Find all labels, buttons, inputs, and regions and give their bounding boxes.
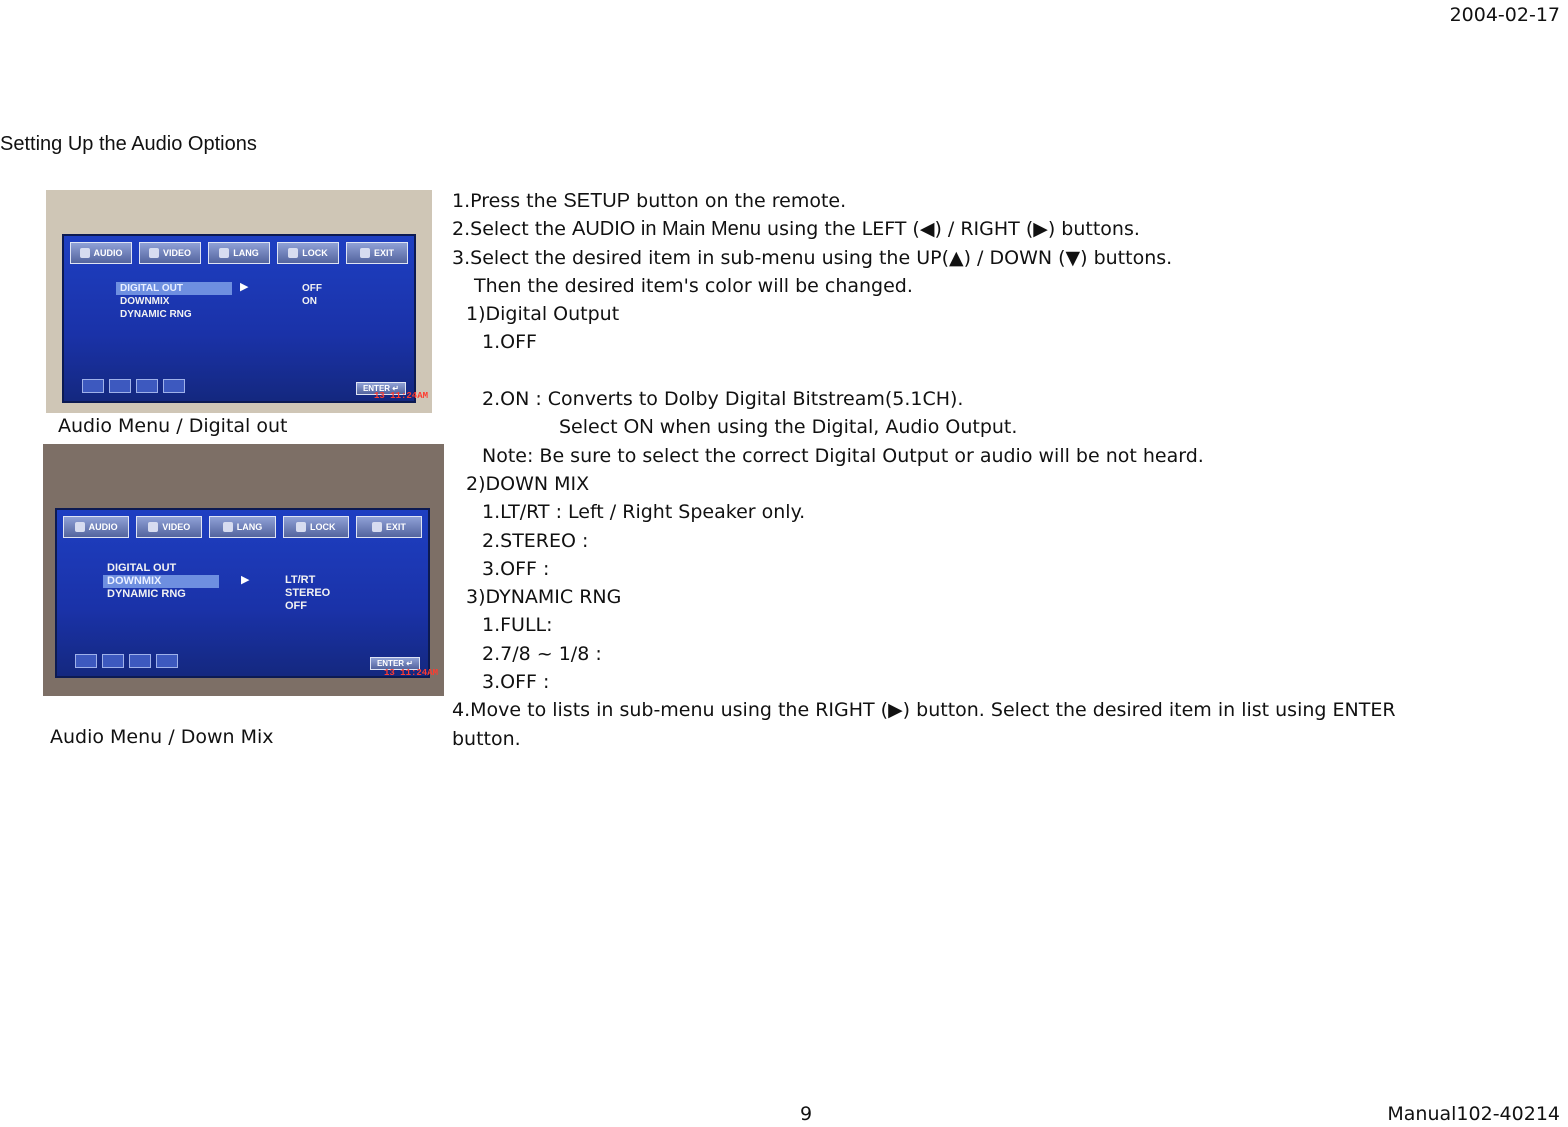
submenu-item-digital-out: DIGITAL OUT [116, 282, 232, 295]
instructions-text [452, 187, 1552, 753]
nav-icon [163, 379, 185, 393]
bottom-icon-row [75, 654, 178, 668]
digital-output-note: Note: Be sure to select the correct Digital Output or audio will be not heard. [482, 444, 1204, 467]
option-off: OFF [285, 600, 307, 612]
right-arrow-icon: ▶ [240, 280, 249, 293]
step-3: 3.Select the desired item in sub-menu using the UP(▲) / DOWN (▼) buttons. [452, 246, 1173, 269]
down-mix-stereo: 2.STEREO : [482, 529, 589, 552]
digital-output-off: 1.OFF [482, 331, 537, 354]
submenu-item-downmix: DOWNMIX [103, 575, 219, 588]
language-icon [223, 522, 233, 532]
option-stereo: STEREO [285, 587, 331, 599]
step-3-note: Then the desired item's color will be changed. [474, 274, 913, 297]
submenu-item-digital-out: DIGITAL OUT [107, 562, 177, 574]
right-arrow-icon: ▶ [241, 573, 250, 586]
dynamic-rng-range: 2.7/8 ~ 1/8 : [482, 642, 602, 665]
tab-lock: LOCK [277, 242, 339, 264]
dynamic-rng-off: 3.OFF : [482, 671, 550, 694]
audio-menu-digital-out-photo [46, 190, 432, 413]
lock-icon [296, 522, 306, 532]
enter-button: ENTER ↵ [356, 382, 406, 395]
nav-icon [129, 654, 151, 668]
tab-video: VIDEO [136, 516, 202, 538]
speaker-icon [80, 248, 90, 258]
down-mix-ltrt: 1.LT/RT : Left / Right Speaker only. [482, 501, 806, 524]
enter-button: ENTER ↵ [370, 657, 420, 670]
nav-icon [82, 379, 104, 393]
step-2: 2.Select the AUDIO in Main Menu using the LEFT (◀) / RIGHT (▶) buttons. [452, 218, 1140, 241]
submenu-item-dynamic-rng: DYNAMIC RNG [107, 588, 186, 600]
digital-output-on-select: Select ON when using the Digital, Audio Output. [559, 416, 1018, 439]
speaker-icon [75, 522, 85, 532]
submenu-item-downmix: DOWNMIX [120, 296, 170, 307]
submenu-list [116, 282, 232, 321]
nav-icon [109, 379, 131, 393]
tab-audio: AUDIO [63, 516, 129, 538]
tab-lock: LOCK [283, 516, 349, 538]
option-off: OFF [302, 283, 322, 294]
tab-lang: LANG [208, 242, 270, 264]
tab-lang: LANG [209, 516, 275, 538]
bottom-icon-row [82, 379, 185, 393]
audio-menu-down-mix-photo [43, 444, 444, 696]
menu-tab-bar [63, 516, 422, 538]
submenu-item-dynamic-rng: DYNAMIC RNG [120, 309, 192, 320]
page-number: 9 [800, 1103, 813, 1125]
option-on: ON [302, 296, 317, 307]
document-id: Manual102-40214 [1387, 1103, 1560, 1125]
language-icon [219, 248, 229, 258]
monitor-icon [148, 522, 158, 532]
tab-audio: AUDIO [70, 242, 132, 264]
figure-caption-digital-out: Audio Menu / Digital out [58, 415, 288, 437]
digital-output-on: 2.ON : Converts to Dolby Digital Bitstream(5.1CH). [482, 388, 964, 411]
digital-output-heading: 1)Digital Output [466, 303, 620, 326]
nav-icon [136, 379, 158, 393]
figure-caption-down-mix: Audio Menu / Down Mix [50, 726, 274, 748]
exit-icon [360, 248, 370, 258]
monitor-icon [149, 248, 159, 258]
page-title: Setting Up the Audio Options [0, 133, 257, 155]
tab-exit: EXIT [346, 242, 408, 264]
options-list [302, 282, 322, 308]
step-4: 4.Move to lists in sub-menu using the RIGHT (▶) button. Select the desired item in list using ENTER [452, 699, 1396, 722]
tv-screen [62, 234, 416, 403]
options-list [285, 574, 330, 613]
nav-icon [75, 654, 97, 668]
submenu-list [103, 562, 219, 601]
lock-icon [288, 248, 298, 258]
clock-display: 13 11:24AM [373, 391, 428, 401]
down-mix-heading: 2)DOWN MIX [466, 472, 590, 495]
dynamic-rng-full: 1.FULL: [482, 614, 553, 637]
header-date: 2004-02-17 [1449, 4, 1560, 26]
down-mix-off: 3.OFF : [482, 557, 550, 580]
dynamic-rng-heading: 3)DYNAMIC RNG [466, 586, 622, 609]
nav-icon [102, 654, 124, 668]
tv-screen [55, 508, 430, 678]
blank-line [452, 357, 1552, 385]
nav-icon [156, 654, 178, 668]
tab-exit: EXIT [356, 516, 422, 538]
exit-icon [372, 522, 382, 532]
menu-tab-bar [70, 242, 408, 264]
step-1: 1.Press the SETUP button on the remote. [452, 190, 847, 212]
clock-display: 13 11:24AM [383, 668, 438, 678]
tab-video: VIDEO [139, 242, 201, 264]
option-lt-rt: LT/RT [285, 574, 316, 586]
step-4-continued: button. [452, 727, 521, 750]
